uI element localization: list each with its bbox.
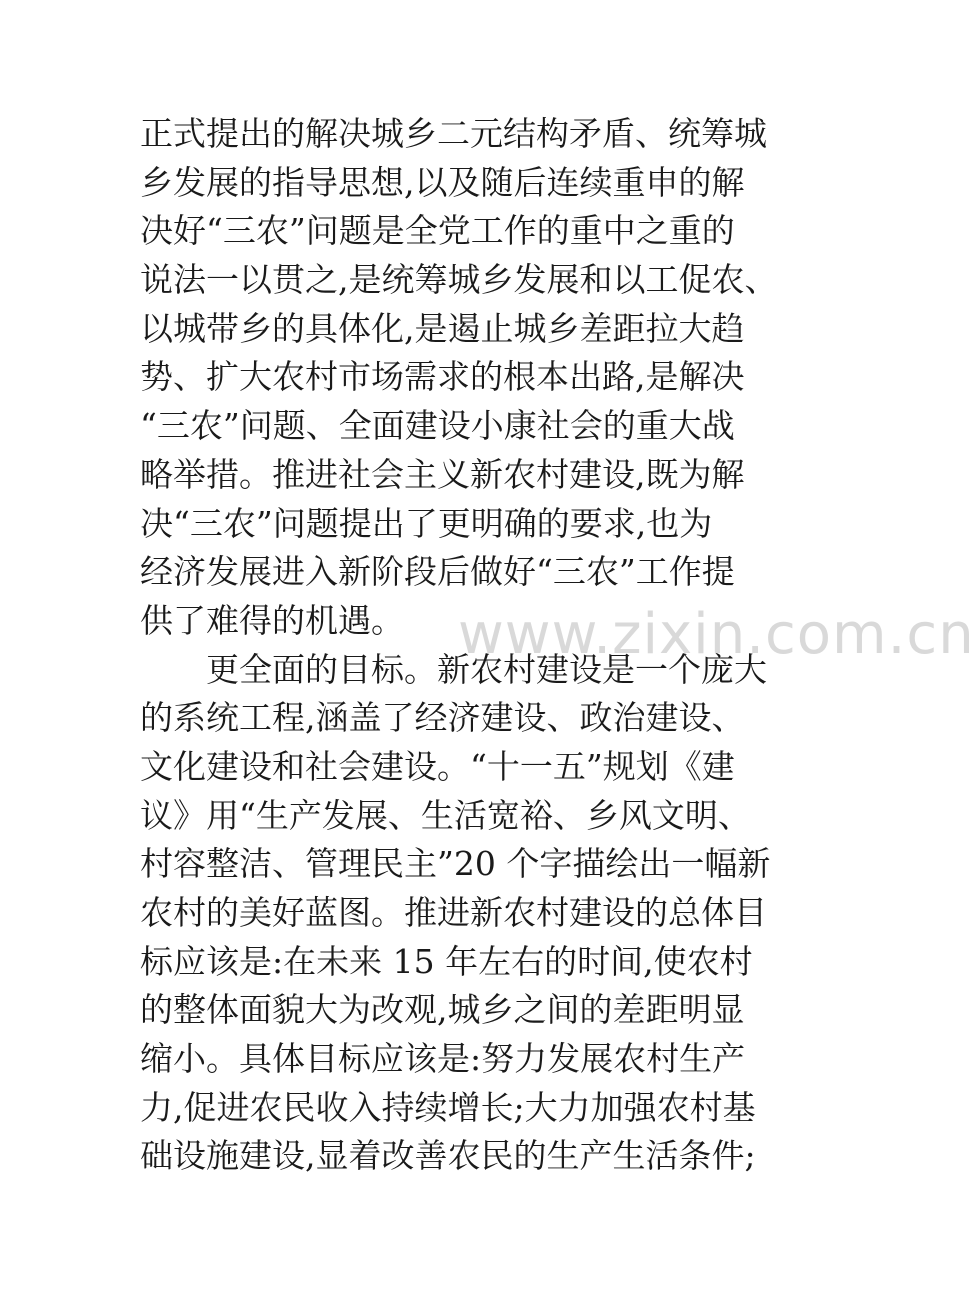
body-text	[140, 110, 800, 1181]
text-line: 农村的美好蓝图。推进新农村建设的总体目	[140, 893, 767, 932]
text-line: 供了难得的机遇。	[140, 600, 404, 640]
text-line: 略举措。推进社会主义新农村建设,既为解	[140, 454, 745, 494]
text-line: 缩小。具体目标应该是:努力发展农村生产	[140, 1039, 746, 1079]
text-line: 经济发展进入新阶段后做好“三农”工作提	[140, 552, 735, 592]
text-line: 正式提出的解决城乡二元结构矛盾、统筹城	[140, 114, 767, 153]
paragraph-start-line: 更全面的目标。新农村建设是一个庞大	[206, 649, 767, 689]
text-line: “三农”问题、全面建设小康社会的重大战	[140, 406, 735, 446]
text-line: 力,促进农民收入持续增长;大力加强农村基	[140, 1087, 756, 1127]
text-line: 决“三农”问题提出了更明确的要求,也为	[140, 503, 713, 543]
text-line: 势、扩大农村市场需求的根本出路,是解决	[140, 357, 745, 397]
text-line: 说法一以贯之,是统筹城乡发展和以工促农、	[140, 260, 778, 300]
text-line: 础设施建设,显着改善农民的生产生活条件;	[140, 1136, 756, 1176]
text-line: 村容整洁、管理民主”20 个字描绘出一幅新	[140, 844, 771, 884]
text-line: 决好“三农”问题是全党工作的重中之重的	[140, 211, 735, 251]
text-line: 以城带乡的具体化,是遏止城乡差距拉大趋	[140, 308, 745, 348]
text-line: 乡发展的指导思想,以及随后连续重申的解	[140, 162, 745, 202]
text-line: 议》用“生产发展、生活宽裕、乡风文明、	[140, 795, 751, 835]
text-line: 的系统工程,涵盖了经济建设、政治建设、	[140, 698, 745, 738]
text-line: 文化建设和社会建设。“十一五”规划《建	[140, 746, 735, 786]
watermark-text: www.zixin.com.cn	[458, 602, 975, 667]
text-line: 的整体面貌大为改观,城乡之间的差距明显	[140, 990, 745, 1030]
text-line: 标应该是:在未来 15 年左右的时间,使农村	[140, 941, 753, 981]
